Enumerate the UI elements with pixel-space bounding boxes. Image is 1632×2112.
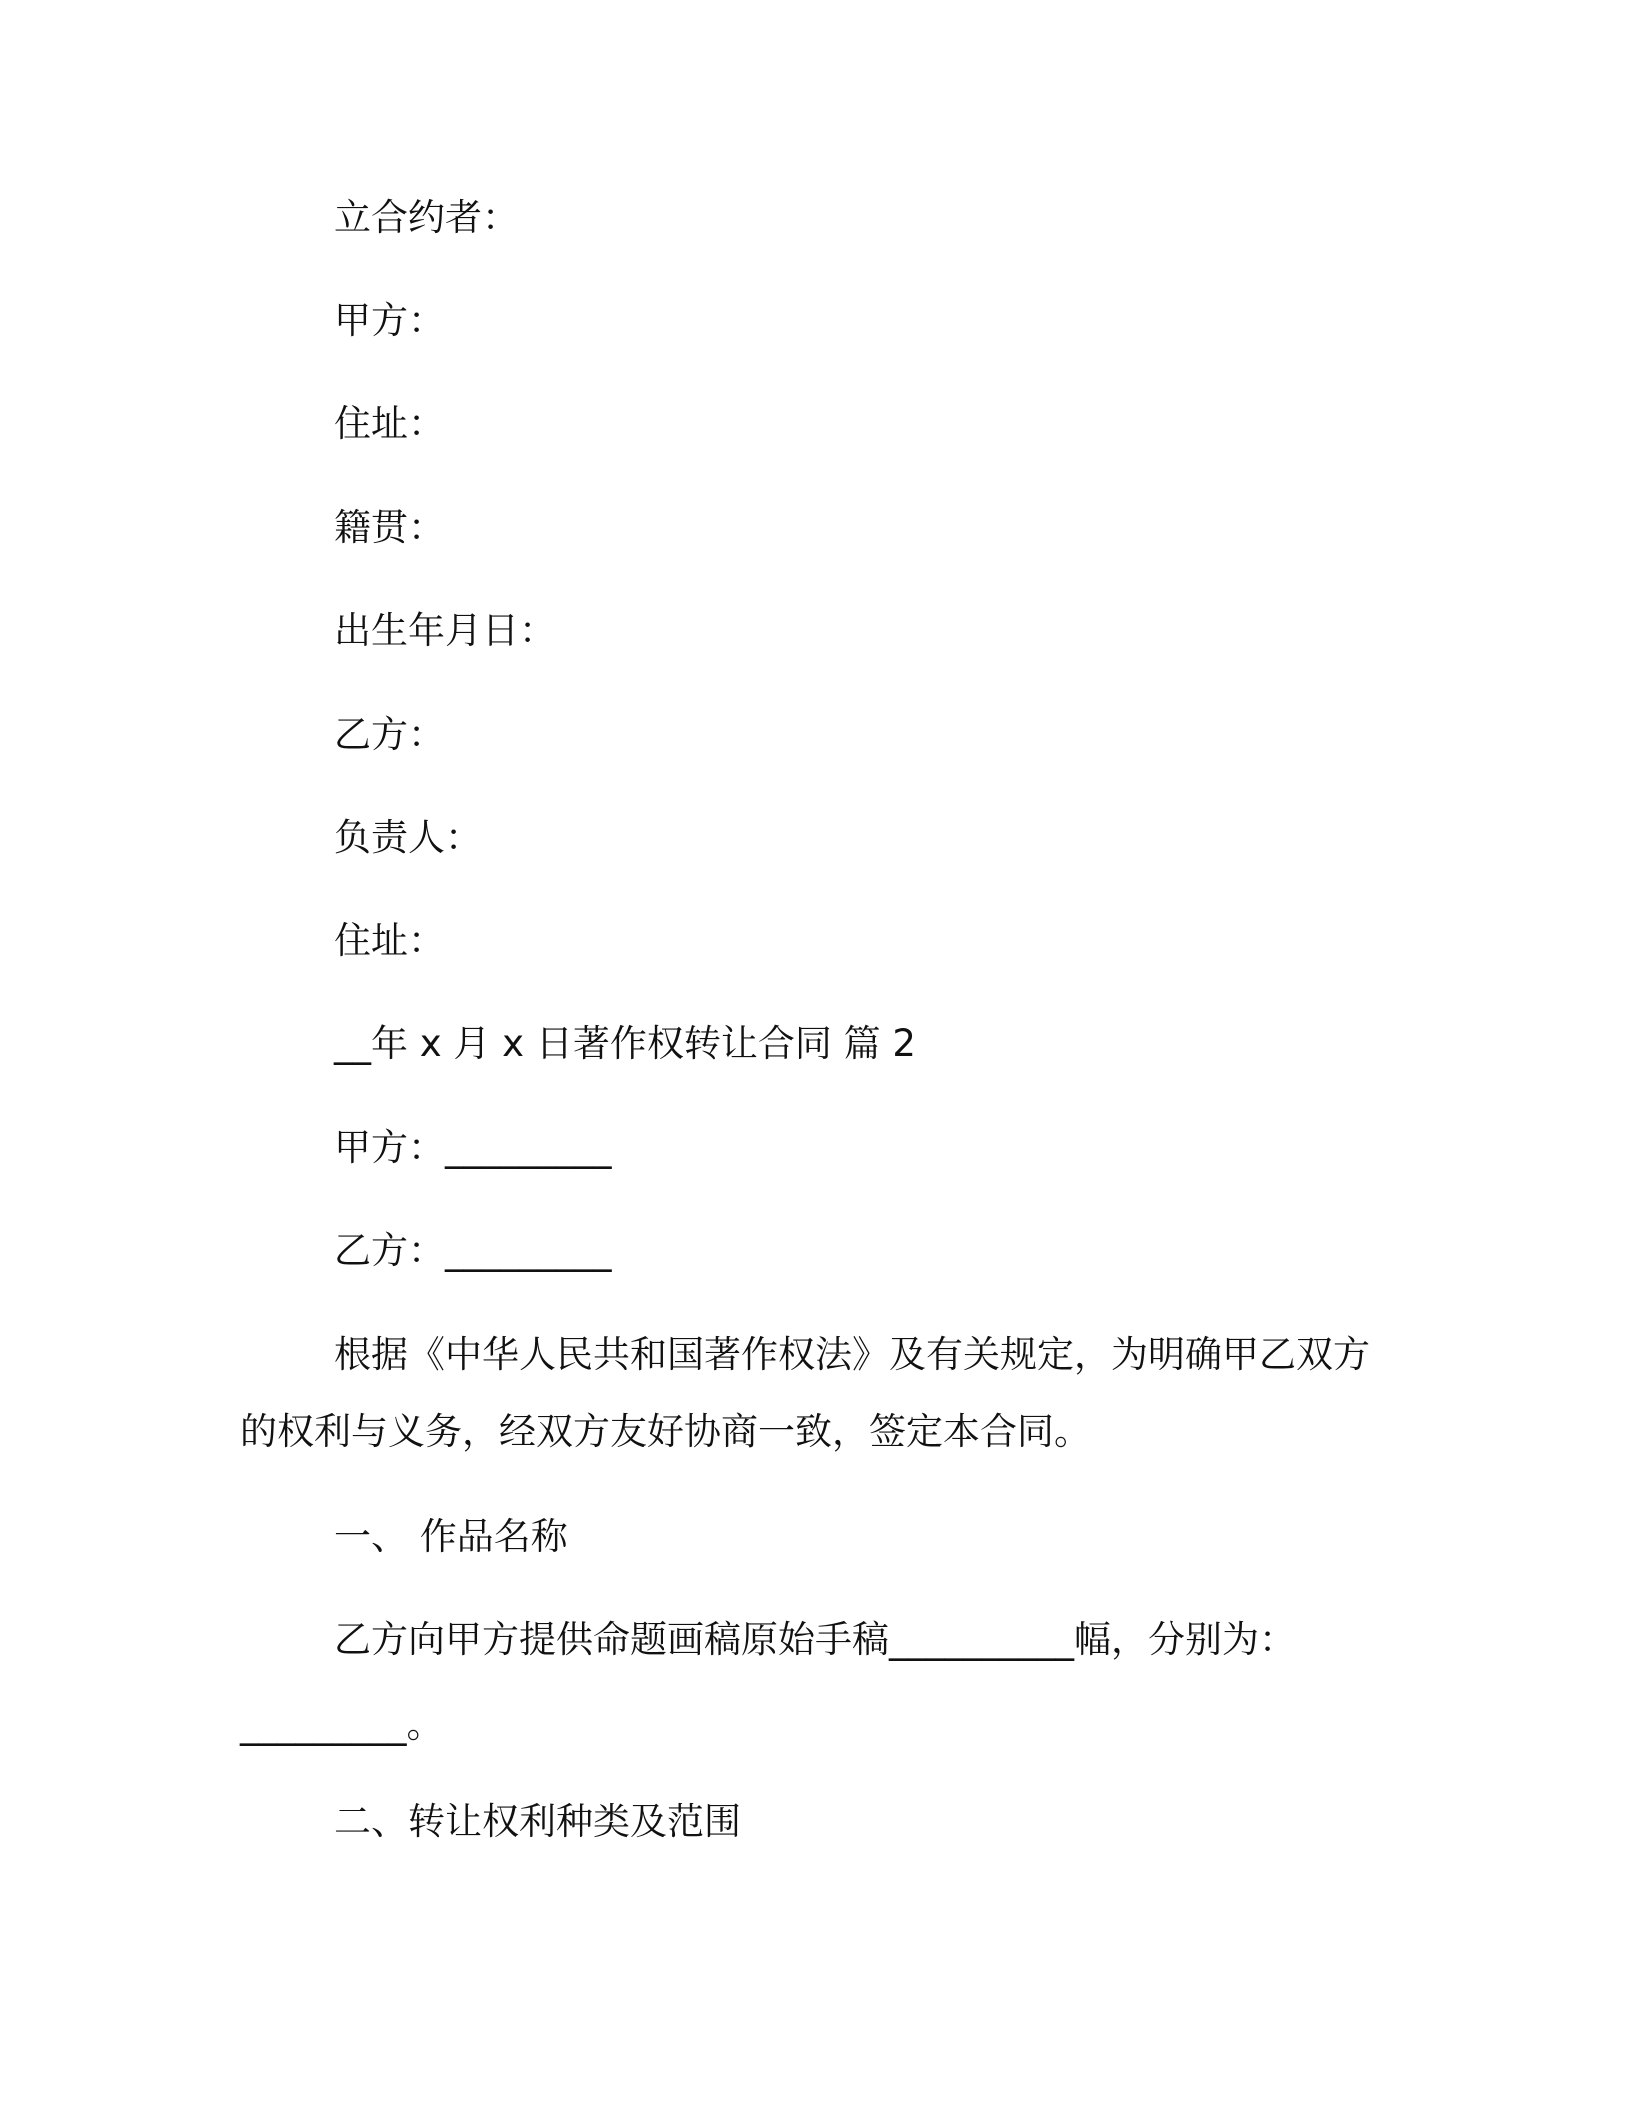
native-place-label: 籍贯： — [334, 506, 445, 549]
address-label: 住址： — [334, 402, 445, 445]
contract-parties-heading: 立合约者： — [334, 196, 519, 239]
party-b-blank: 乙方：_________ — [334, 1229, 612, 1272]
clause-heading-2: 二、转让权利种类及范围 — [334, 1800, 741, 1843]
clause-text: 乙方向甲方提供命题画稿原始手稿__________幅，分别为： — [334, 1618, 1296, 1661]
paragraph-line: 的权利与义务，经双方友好协商一致，签定本合同。 — [240, 1410, 1091, 1453]
party-b-label: 乙方： — [334, 713, 445, 756]
paragraph-line: 根据《中华人民共和国著作权法》及有关规定，为明确甲乙双方 — [334, 1333, 1370, 1376]
birth-date-label: 出生年月日： — [334, 609, 556, 652]
address-label-2: 住址： — [334, 919, 445, 962]
clause-heading-1: 一、 作品名称 — [334, 1515, 568, 1558]
party-a-blank: 甲方：_________ — [334, 1126, 612, 1169]
party-a-label: 甲方： — [334, 299, 445, 342]
responsible-person-label: 负责人： — [334, 816, 482, 859]
section-title: __年 x 月 x 日著作权转让合同 篇 2 — [334, 1022, 916, 1065]
clause-text-blank: _________。 — [240, 1703, 444, 1746]
